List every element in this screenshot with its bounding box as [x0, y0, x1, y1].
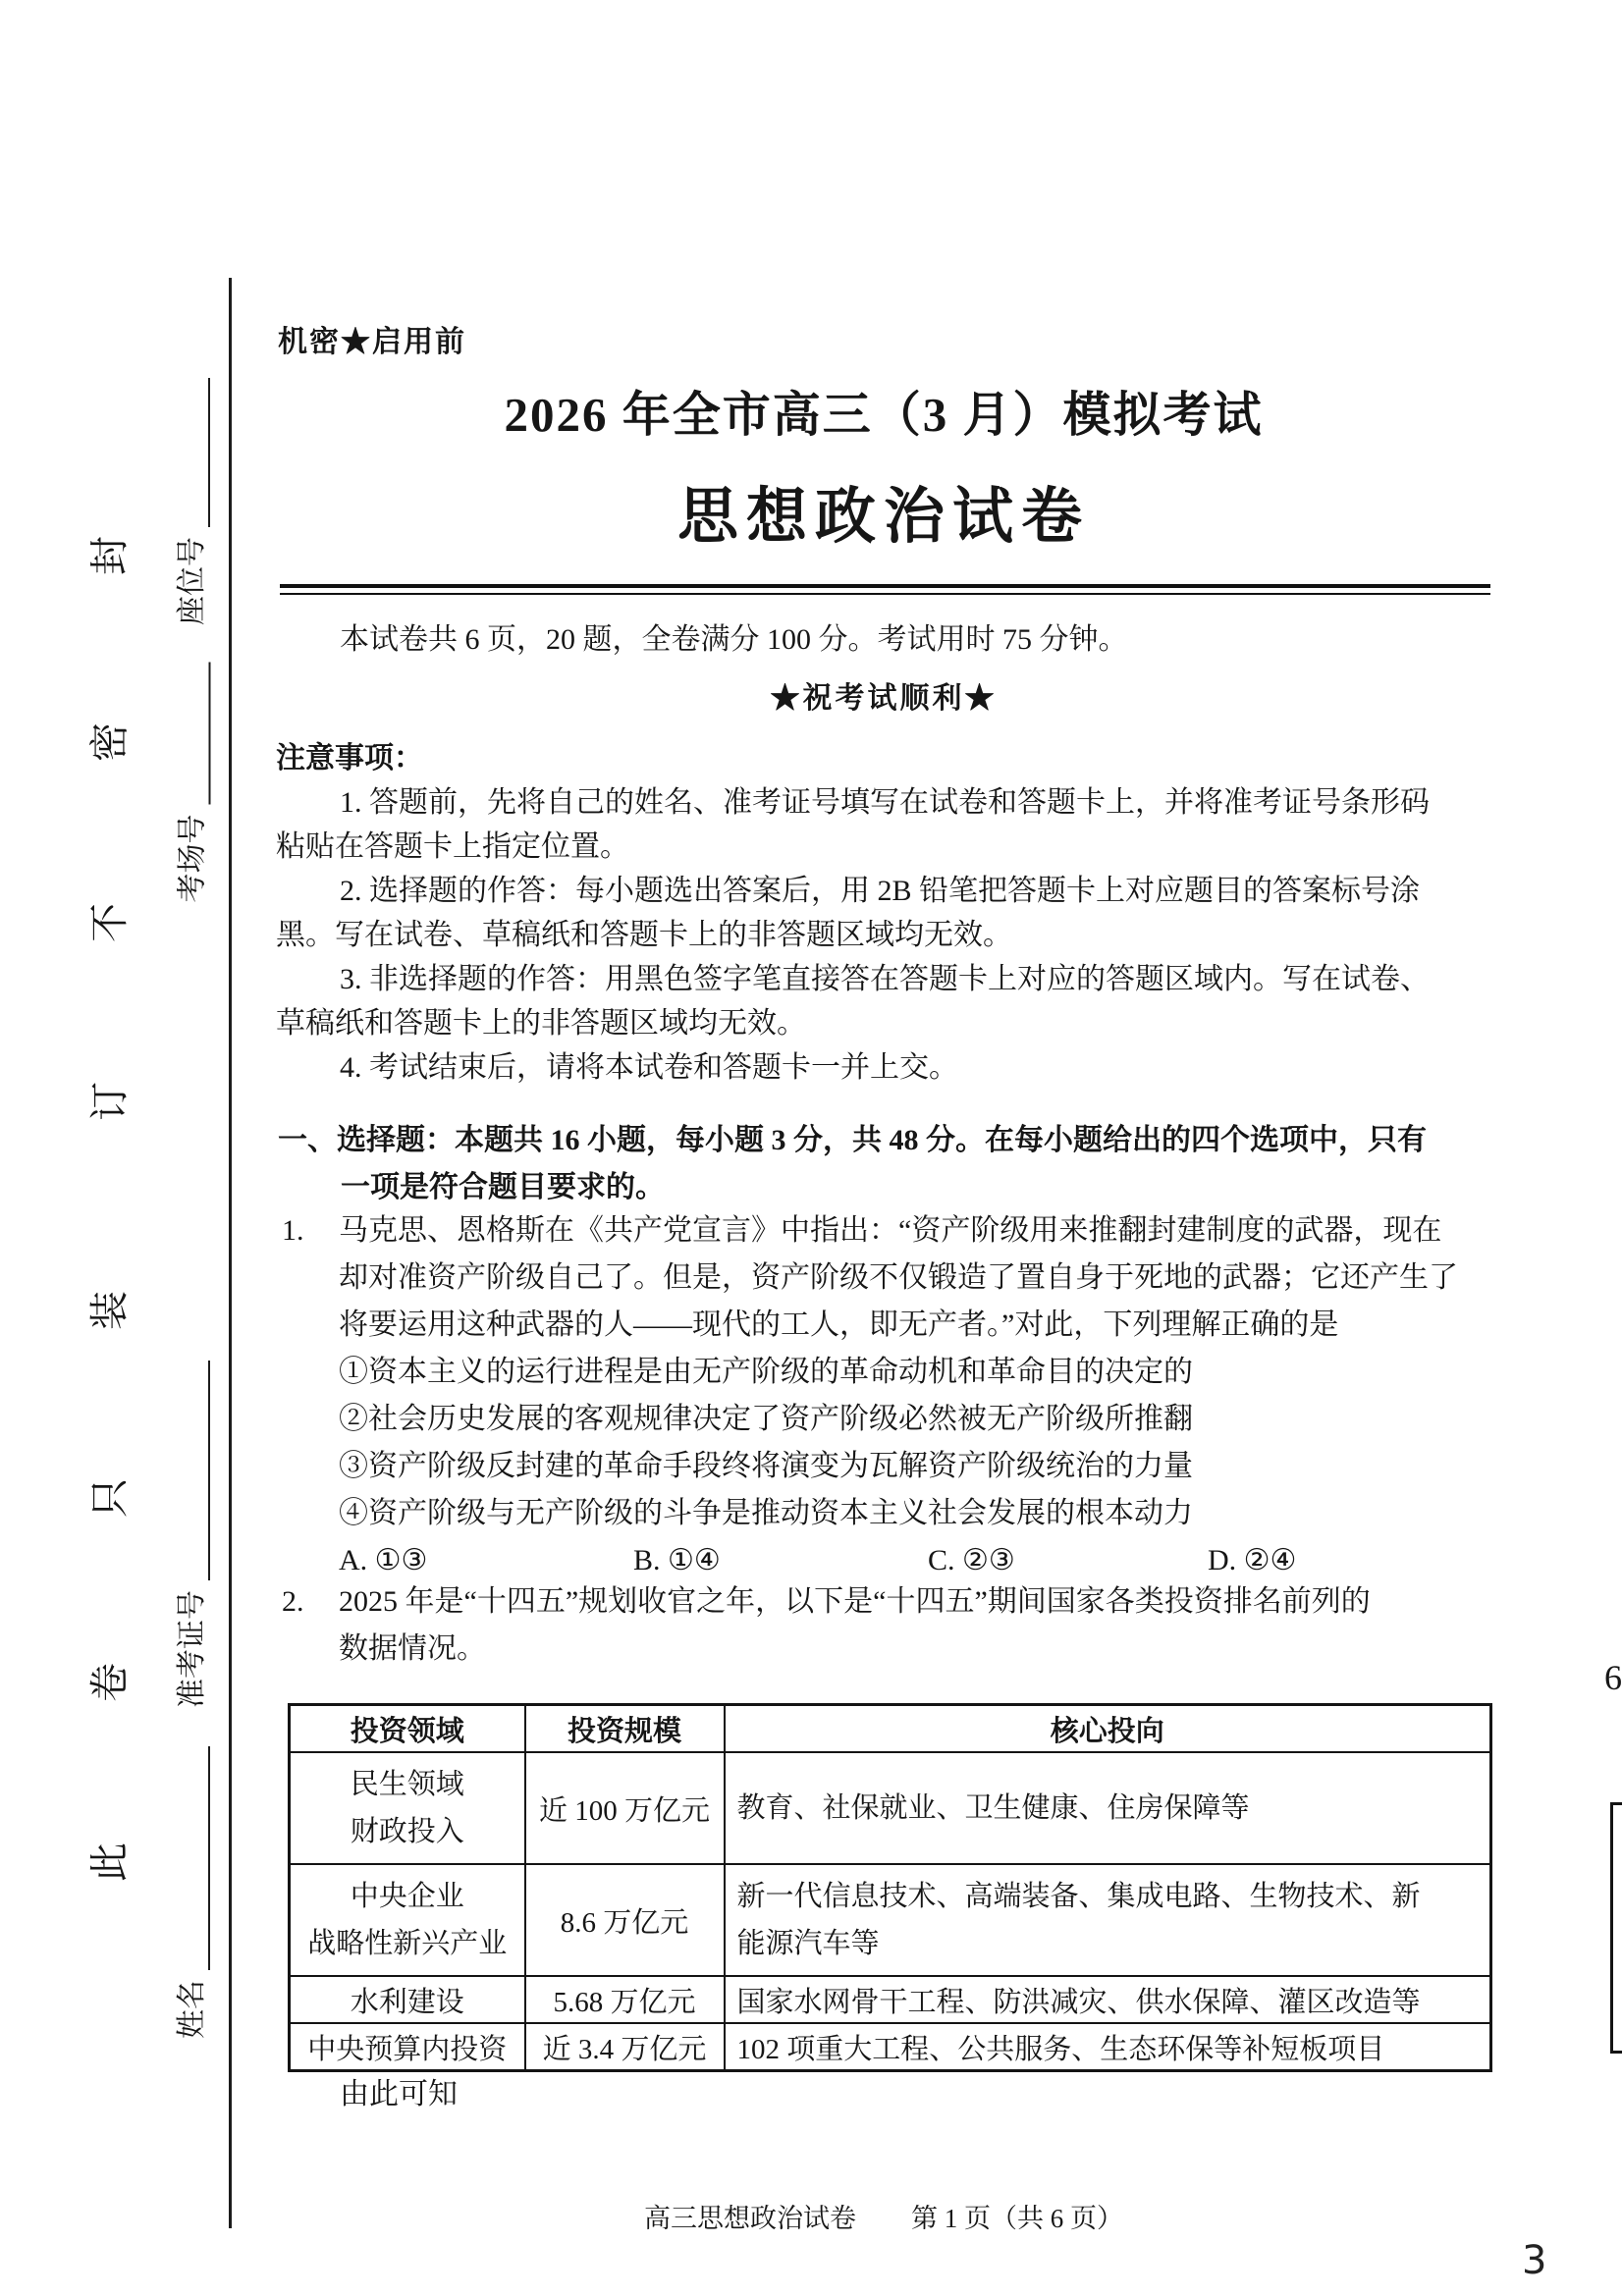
question-options-row	[339, 1537, 1495, 1584]
seal-char: 密	[87, 722, 132, 762]
exam-info: 本试卷共 6 页，20 题，全卷满分 100 分。考试用时 75 分钟。	[340, 623, 1128, 656]
cell-field-line: 战略性新兴产业	[307, 1928, 508, 1959]
cell-scale: 近 100 万亿元	[525, 1752, 725, 1864]
security-notice: 机密★启用前	[278, 326, 466, 358]
seal-char: 此	[87, 1842, 132, 1882]
seal-char: 订	[87, 1082, 132, 1121]
note-line: 2. 选择题的作答：每小题选出答案后，用 2B 铅笔把答题卡上对应题目的答案标号涂	[340, 875, 1421, 907]
subject-title: 思想政治试卷	[676, 484, 1090, 551]
seat-number-label: 座位号	[176, 537, 208, 625]
note-line: 草稿纸和答题卡上的非答题区域均无效。	[276, 1007, 806, 1040]
right-edge-clipped-box	[1610, 1802, 1622, 2054]
cell-direction: 国家水网骨干工程、防洪减灾、供水保障、灌区改造等	[725, 1976, 1491, 2023]
cell-field-line: 财政投入	[350, 1816, 464, 1847]
exam-room-field	[176, 663, 211, 903]
cell-field	[290, 1864, 525, 1976]
right-edge-clipped-digit: 6	[1604, 1658, 1622, 1697]
title-double-rule	[280, 584, 1490, 595]
screenshot-page-number: 3	[1522, 2238, 1547, 2283]
table-header-row	[290, 1705, 1491, 1753]
question-stem-line: 却对准资产阶级自己了。但是，资产阶级不仅锻造了置自身于死地的武器；它还产生了	[339, 1261, 1458, 1294]
question-stem-line: 2025 年是“十四五”规划收官之年，以下是“十四五”期间国家各类投资排名前列的	[339, 1585, 1371, 1618]
cell-scale: 近 3.4 万亿元	[525, 2023, 725, 2071]
admission-ticket-field	[175, 1361, 210, 1708]
question-choice: ③资产阶级反封建的革命手段终将演变为瓦解资产阶级统治的力量	[339, 1450, 1193, 1482]
investment-table	[288, 1703, 1492, 2072]
footer-paper-name: 高三思想政治试卷	[644, 2204, 856, 2233]
cell-field-line: 民生领域	[350, 1769, 464, 1800]
note-line: 4. 考试结束后，请将本试卷和答题卡一并上交。	[340, 1051, 958, 1084]
mcq-section-heading	[278, 1117, 1495, 1211]
question-1	[278, 1207, 1495, 1584]
col-header-scale: 投资规模	[525, 1705, 725, 1753]
table-row	[290, 1976, 1491, 2023]
question-conclusion-lead: 由此可知	[340, 2078, 458, 2110]
cell-direction-line: 新一代信息技术、高端装备、集成电路、生物技术、新	[736, 1881, 1421, 1912]
cell-direction: 102 项重大工程、公共服务、生态环保等补短板项目	[725, 2023, 1491, 2071]
question-2	[278, 1578, 1495, 1673]
exam-room-label: 考场号	[176, 814, 209, 903]
name-label: 姓名	[176, 1980, 208, 2039]
mcq-heading-line: 一、选择题：本题共 16 小题，每小题 3 分，共 48 分。在每小题给出的四个选项中，只有	[278, 1124, 1427, 1156]
seal-char: 不	[87, 903, 132, 942]
page-footer	[275, 2197, 1492, 2235]
option-c: C. ②③	[928, 1544, 1015, 1576]
seal-char: 装	[87, 1291, 132, 1330]
admission-ticket-label: 准考证号	[176, 1590, 208, 1708]
table-row	[290, 1752, 1491, 1864]
seat-number-blank-line	[179, 378, 210, 527]
seal-char: 封	[87, 536, 132, 575]
name-field	[175, 1746, 210, 2039]
notes-section	[276, 736, 1495, 1090]
question-number: 2.	[282, 1585, 304, 1618]
col-header-field: 投资领域	[290, 1705, 525, 1753]
seal-border-line	[229, 278, 232, 2228]
question-choice: ①资本主义的运行进程是由无产阶级的革命动机和革命目的决定的	[339, 1356, 1193, 1388]
table-row	[290, 1864, 1491, 1976]
seal-char: 卷	[87, 1663, 132, 1702]
question-choice: ②社会历史发展的客观规律决定了资产阶级必然被无产阶级所推翻	[339, 1403, 1193, 1435]
exam-wish: ★祝考试顺利★	[770, 682, 998, 715]
question-number: 1.	[282, 1214, 304, 1247]
option-b: B. ①④	[633, 1544, 721, 1576]
cell-scale: 8.6 万亿元	[525, 1864, 725, 1976]
question-stem-line: 马克思、恩格斯在《共产党宣言》中指出：“资产阶级用来推翻封建制度的武器，现在	[339, 1214, 1442, 1247]
seal-char: 只	[87, 1478, 132, 1518]
note-line: 1. 答题前，先将自己的姓名、准考证号填写在试卷和答题卡上，并将准考证号条形码	[340, 786, 1430, 819]
cell-direction-line: 能源汽车等	[736, 1928, 880, 1959]
note-line: 粘贴在答题卡上指定位置。	[276, 830, 629, 863]
question-stem-line: 将要运用这种武器的人——现代的工人，即无产者。”对此，下列理解正确的是	[339, 1308, 1339, 1341]
col-header-direction: 核心投向	[725, 1705, 1491, 1753]
table-row	[290, 2023, 1491, 2071]
option-d: D. ②④	[1208, 1544, 1297, 1576]
cell-scale: 5.68 万亿元	[525, 1976, 725, 2023]
cell-field	[290, 1752, 525, 1864]
cell-direction	[725, 1752, 1491, 1864]
name-blank-line	[179, 1746, 210, 1970]
cell-direction	[725, 1864, 1491, 1976]
exam-room-blank-line	[180, 663, 211, 805]
question-stem-line: 数据情况。	[339, 1632, 486, 1665]
footer-page-info: 第 1 页（共 6 页）	[911, 2204, 1123, 2233]
exam-title: 2026 年全市高三（3 月）模拟考试	[504, 388, 1264, 442]
question-choice: ④资产阶级与无产阶级的斗争是推动资本主义社会发展的根本动力	[339, 1497, 1193, 1529]
option-a: A. ①③	[339, 1544, 428, 1576]
cell-field: 水利建设	[290, 1976, 525, 2023]
note-line: 黑。写在试卷、草稿纸和答题卡上的非答题区域均无效。	[276, 919, 1012, 951]
note-line: 3. 非选择题的作答：用黑色签字笔直接答在答题卡上对应的答题区域内。写在试卷、	[340, 963, 1430, 995]
notes-heading: 注意事项：	[276, 742, 423, 774]
cell-field-line: 中央企业	[350, 1881, 464, 1912]
seat-number-field	[175, 378, 210, 625]
mcq-heading-line: 一项是符合题目要求的。	[341, 1171, 665, 1203]
cell-field: 中央预算内投资	[290, 2023, 525, 2071]
cell-direction-line: 教育、社保就业、卫生健康、住房保障等	[736, 1792, 1250, 1824]
admission-ticket-blank-line	[179, 1361, 210, 1580]
